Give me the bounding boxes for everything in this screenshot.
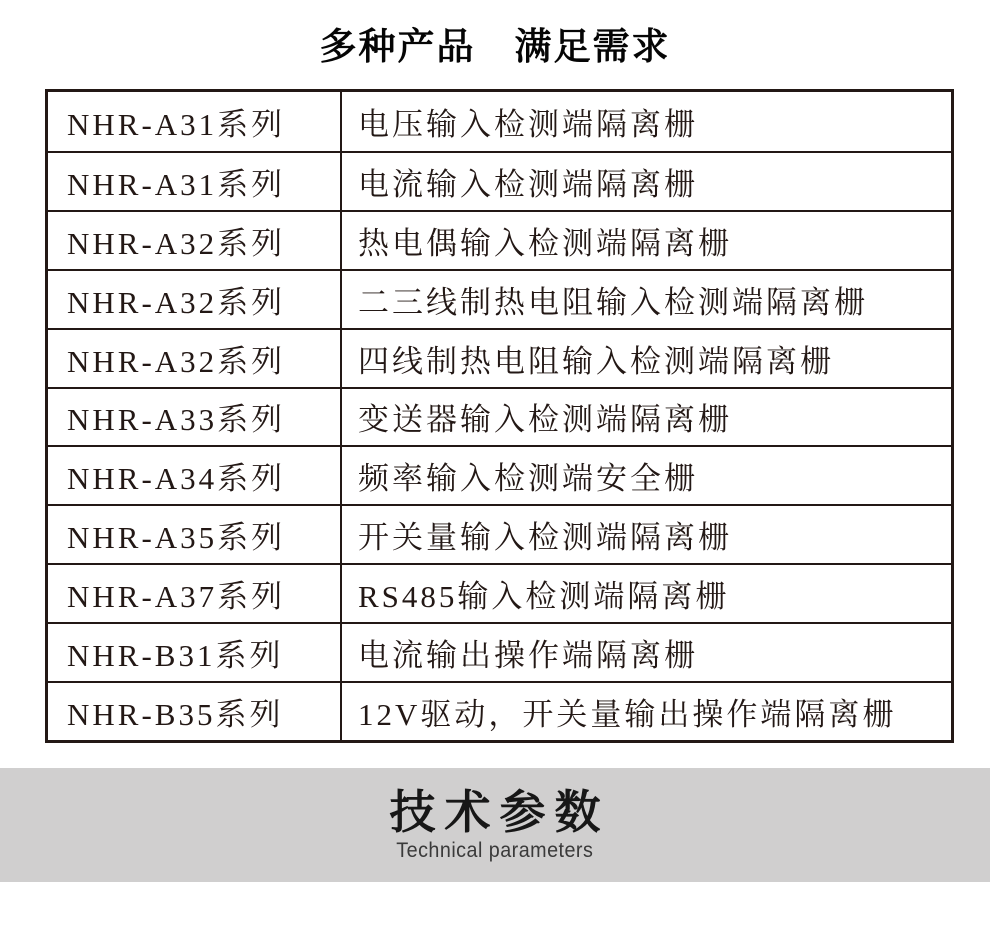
table-row [48, 504, 951, 563]
table-row [48, 92, 951, 151]
table-row [48, 622, 951, 681]
series-cell: NHR-A33系列 [67, 402, 286, 438]
description-cell: 频率输入检测端安全栅 [340, 447, 951, 504]
table-row [48, 445, 951, 504]
series-cell: NHR-A34系列 [67, 461, 286, 497]
description-cell: 四线制热电阻输入检测端隔离栅 [340, 330, 951, 387]
series-cell: NHR-A32系列 [67, 284, 286, 320]
description-cell: 热电偶输入检测端隔离栅 [340, 212, 951, 269]
section-title: 技术参数 [389, 785, 610, 838]
table-row [48, 269, 951, 328]
series-cell: NHR-A32系列 [67, 343, 286, 379]
series-cell: NHR-B31系列 [67, 638, 284, 674]
series-cell: NHR-A37系列 [67, 579, 286, 615]
series-cell: NHR-A31系列 [67, 106, 286, 142]
table-row [48, 681, 951, 740]
series-cell: NHR-A32系列 [67, 225, 286, 261]
description-cell: 电压输入检测端隔离栅 [340, 92, 951, 151]
series-cell: NHR-A31系列 [67, 166, 286, 202]
description-cell: 电流输出操作端隔离栅 [340, 624, 951, 681]
series-cell: NHR-A35系列 [67, 520, 286, 556]
table-row [48, 210, 951, 269]
description-cell: 开关量输入检测端隔离栅 [340, 506, 951, 563]
table-row [48, 563, 951, 622]
section-subtitle: Technical parameters [396, 839, 594, 863]
products-table [45, 89, 954, 743]
table-row [48, 328, 951, 387]
table-row [48, 387, 951, 446]
description-cell: RS485输入检测端隔离栅 [340, 565, 951, 622]
description-cell: 电流输入检测端隔离栅 [340, 153, 951, 210]
description-cell: 12V驱动，开关量输出操作端隔离栅 [340, 683, 951, 740]
series-cell: NHR-B35系列 [67, 697, 284, 733]
description-cell: 变送器输入检测端隔离栅 [340, 389, 951, 446]
page-title: 多种产品 满足需求 [319, 26, 671, 67]
description-cell: 二三线制热电阻输入检测端隔离栅 [340, 271, 951, 328]
technical-parameters-banner [0, 768, 990, 882]
table-row [48, 151, 951, 210]
